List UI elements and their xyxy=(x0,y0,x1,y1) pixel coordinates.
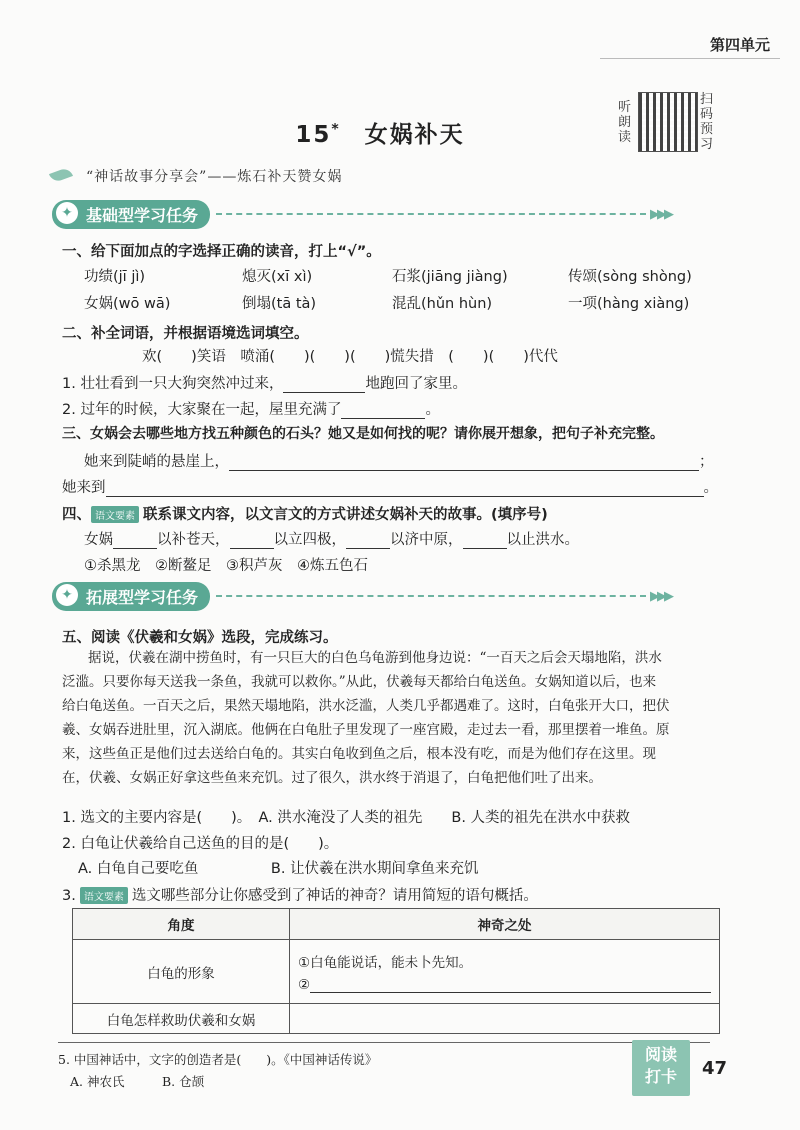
q3-line2 xyxy=(62,476,718,497)
banner-dashes xyxy=(216,213,646,215)
arrows-icon: ▶▶▶ xyxy=(650,588,672,604)
lesson-number: 15 xyxy=(295,122,332,148)
table-header xyxy=(73,909,720,940)
badge-line: 阅读 xyxy=(644,1045,677,1064)
footer-options: A. 神农氏 B. 仓颉 xyxy=(70,1074,205,1089)
passage-line: 给白龟送鱼。一百天之后，果然天塌地陷，洪水泛滥，人类几乎都遇难了。这时，白龟张开大口，把伏 xyxy=(62,698,670,714)
reading-checkin-badge[interactable] xyxy=(632,1040,690,1096)
q4-text: 联系课文内容，以文言文的方式讲述女娲补天的故事。(填序号) xyxy=(143,507,548,523)
banner-extended-label: 拓展型学习任务 xyxy=(86,587,199,607)
pinyin-item[interactable]: 倒塌(tā tà) xyxy=(242,296,317,312)
q4-options: ①杀黑龙 ②断鳌足 ③积芦灰 ④炼五色石 xyxy=(84,558,368,574)
footer-rule xyxy=(58,1042,710,1043)
answer-blank[interactable] xyxy=(341,418,425,419)
passage-line: 泛滥。只要你每天送我一条鱼，我就可以救你。”从此，伏羲每天都给白龟送鱼。女娲知道以后，也来 xyxy=(62,674,657,690)
lightbulb-icon: ✦ xyxy=(56,584,78,606)
q5-prompt: 五、阅读《伏羲和女娲》选段，完成练习。 xyxy=(62,630,338,646)
q1-row1 xyxy=(84,265,692,286)
banner-extended-pill xyxy=(52,582,210,611)
q2-s2-b: 。 xyxy=(425,402,440,418)
element-tag: 语文要素 xyxy=(80,887,128,904)
answer-blank[interactable] xyxy=(229,470,699,471)
pinyin-item[interactable]: 传颂(sòng shòng) xyxy=(568,269,692,285)
pinyin-item[interactable]: 一项(hàng xiàng) xyxy=(568,296,690,312)
star-mark: * xyxy=(331,121,341,138)
q4-text: 以立四极， xyxy=(273,532,346,548)
q2-words[interactable]: 欢( )笑语 喷涌( )( )( )慌失措 ( )( )代代 xyxy=(142,349,558,365)
q2-sentence1 xyxy=(62,372,467,393)
banner-basic-label: 基础型学习任务 xyxy=(86,205,199,225)
footer-question: 5. 中国神话中，文字的创造者是( )。《中国神话传说》 xyxy=(58,1052,378,1067)
leaf-icon xyxy=(49,167,73,184)
table-header-cell: 神奇之处 xyxy=(290,909,720,940)
passage-line: 在，伏羲、女娲正好拿这些鱼来充饥。过了很久，洪水终于消退了，白龟把他们吐了出来。 xyxy=(62,770,602,786)
q2-s1-b: 地跑回了家里。 xyxy=(365,376,467,392)
answer-blank[interactable] xyxy=(106,496,704,497)
table-answer-2: ② xyxy=(298,976,311,993)
passage xyxy=(62,646,722,790)
q4-no: 四、 xyxy=(62,507,91,523)
q3-l2-end: 。 xyxy=(703,480,718,496)
q5-s3-text: 选文哪些部分让你感受到了神话的神奇？请用简短的语句概括。 xyxy=(131,888,538,904)
listen-label: 听朗读 xyxy=(618,100,632,145)
q3-l1: 她来到陡峭的悬崖上， xyxy=(84,454,229,470)
q4-text: 以止洪水。 xyxy=(506,532,579,548)
q3-l2: 她来到 xyxy=(62,480,106,496)
q4-prompt xyxy=(62,503,548,524)
q5-s3-no: 3. xyxy=(62,888,76,904)
table-cell[interactable] xyxy=(290,1004,720,1034)
q1-prompt: 一、给下面加点的字选择正确的读音，打上“√”。 xyxy=(62,244,381,260)
answer-blank[interactable] xyxy=(463,548,507,549)
q3-l1-end: ； xyxy=(699,454,714,470)
table-cell: 白龟的形象 xyxy=(73,940,290,1004)
banner-dashes xyxy=(216,595,646,597)
header-rule xyxy=(600,58,780,59)
scan-label: 扫码预习 xyxy=(700,92,714,152)
pinyin-item[interactable]: 熄灭(xī xì) xyxy=(242,269,313,285)
passage-line: 羲、女娲吞进肚里，沉入湖底。他俩在白龟肚子里发现了一座宫殿，走过去一看，那里摆着一堆鱼。原 xyxy=(62,722,670,738)
answer-blank[interactable] xyxy=(230,548,274,549)
unit-label: 第四单元 xyxy=(709,36,770,54)
element-tag: 语文要素 xyxy=(91,506,139,523)
q2-s1-a: 1. 壮壮看到一只大狗突然冲过来， xyxy=(62,376,284,392)
q4-text: 以济中原， xyxy=(390,532,463,548)
table-cell[interactable] xyxy=(290,940,720,1004)
q2-s2-a: 2. 过年的时候，大家聚在一起，屋里充满了 xyxy=(62,402,342,418)
q4-fill-line xyxy=(84,528,579,549)
answer-blank[interactable] xyxy=(346,548,390,549)
subtitle: “神话故事分享会”——炼石补天赞女娲 xyxy=(86,169,343,185)
passage-line: 据说，伏羲在湖中捞鱼时，有一只巨大的白色乌龟游到他身边说：“一百天之后会天塌地陷，洪水 xyxy=(88,650,662,666)
arrows-icon: ▶▶▶ xyxy=(650,206,672,222)
answer-blank[interactable] xyxy=(310,977,711,993)
qr-code-icon[interactable] xyxy=(638,92,698,152)
pinyin-item[interactable]: 功绩(jī jì) xyxy=(84,269,146,285)
q1-row2 xyxy=(84,292,689,313)
pinyin-item[interactable]: 女娲(wō wā) xyxy=(84,296,171,312)
q4-text: 女娲 xyxy=(84,532,113,548)
q3-line1 xyxy=(84,450,714,471)
page-number: 47 xyxy=(702,1058,728,1079)
q2-prompt: 二、补全词语，并根据语境选词填空。 xyxy=(62,326,309,342)
q5-s1: 1. 选文的主要内容是( )。 A. 洪水淹没了人类的祖先 B. 人类的祖先在洪水中获救 xyxy=(62,810,631,826)
lightbulb-icon: ✦ xyxy=(56,202,78,224)
banner-extended xyxy=(52,582,671,610)
table-cell: 白龟怎样救助伏羲和女娲 xyxy=(73,1004,290,1034)
table-header-cell: 角度 xyxy=(73,909,290,940)
answer-table xyxy=(72,908,720,1034)
banner-basic xyxy=(52,200,671,228)
pinyin-item[interactable]: 石浆(jiāng jiàng) xyxy=(392,269,508,285)
q2-sentence2 xyxy=(62,398,440,419)
table-row xyxy=(73,940,720,1004)
answer-blank[interactable] xyxy=(283,392,365,393)
q5-s2-options: A. 白龟自己要吃鱼 B. 让伏羲在洪水期间拿鱼来充饥 xyxy=(78,861,479,877)
table-answer-1: ①白龟能说话，能未卜先知。 xyxy=(298,954,473,971)
q4-text: 以补苍天， xyxy=(157,532,230,548)
q3-prompt: 三、女娲会去哪些地方找五种颜色的石头？她又是如何找的呢？请你展开想象，把句子补充完整。 xyxy=(62,426,664,442)
passage-line: 来，这些鱼正是他们过去送给白龟的。其实白龟收到鱼之后，根本没有吃，而是为他们存在这里。现 xyxy=(62,746,656,762)
pinyin-item[interactable]: 混乱(hǔn hùn) xyxy=(392,296,493,312)
table-row xyxy=(73,1004,720,1034)
banner-basic-pill xyxy=(52,200,210,229)
lesson-name: 女娲补天 xyxy=(364,122,465,148)
answer-blank[interactable] xyxy=(113,548,157,549)
q5-s2: 2. 白龟让伏羲给自己送鱼的目的是( )。 xyxy=(62,836,339,852)
q5-s3 xyxy=(62,884,538,905)
badge-line: 打卡 xyxy=(644,1067,677,1086)
